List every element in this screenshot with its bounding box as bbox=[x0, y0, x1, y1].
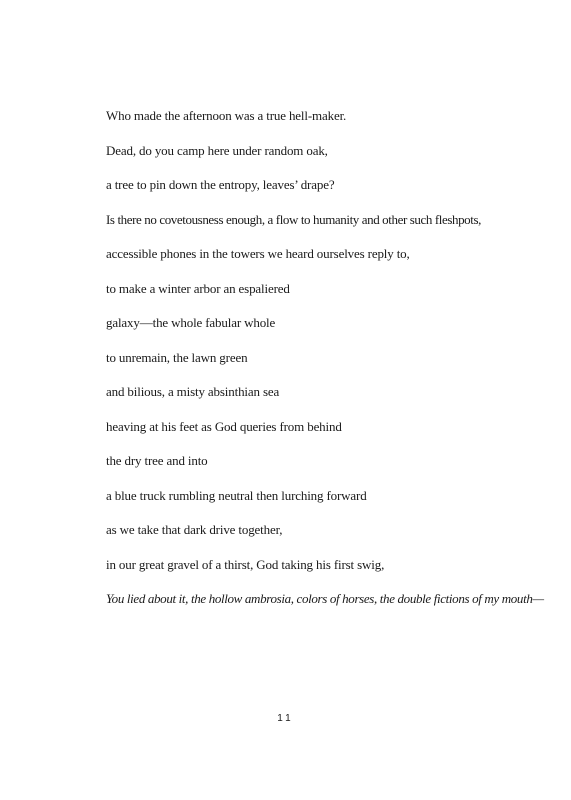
poem-line: to make a winter arbor an espaliered bbox=[106, 280, 290, 296]
poem-line: to unremain, the lawn green bbox=[106, 349, 248, 365]
poem-body bbox=[106, 106, 546, 624]
poem-line: galaxy—the whole fabular whole bbox=[106, 315, 276, 330]
poem-line: Is there no covetousness enough, a flow to humanity and other such fleshpots, bbox=[106, 211, 482, 227]
poem-line: accessible phones in the towers we heard ourselves reply to, bbox=[106, 246, 410, 261]
poem-line: as we take that dark drive together, bbox=[106, 522, 283, 537]
poem-line: Who made the afternoon was a true hell-maker. bbox=[106, 108, 347, 123]
poem-line: a blue truck rumbling neutral then lurching forward bbox=[106, 487, 367, 503]
page-number: 11 bbox=[277, 713, 294, 724]
poem-line: heaving at his feet as God queries from behind bbox=[106, 418, 342, 434]
poem-line: Dead, do you camp here under random oak, bbox=[106, 142, 328, 158]
poem-line-italic: You lied about it, the hollow ambrosia, colors of horses, the double fictions of my mouth— bbox=[106, 591, 544, 606]
poem-line: and bilious, a misty absinthian sea bbox=[106, 384, 280, 399]
poem-line: a tree to pin down the entropy, leaves’ drape? bbox=[106, 177, 335, 192]
poem-line: the dry tree and into bbox=[106, 453, 208, 468]
poem-line: in our great gravel of a thirst, God taking his first swig, bbox=[106, 556, 385, 572]
